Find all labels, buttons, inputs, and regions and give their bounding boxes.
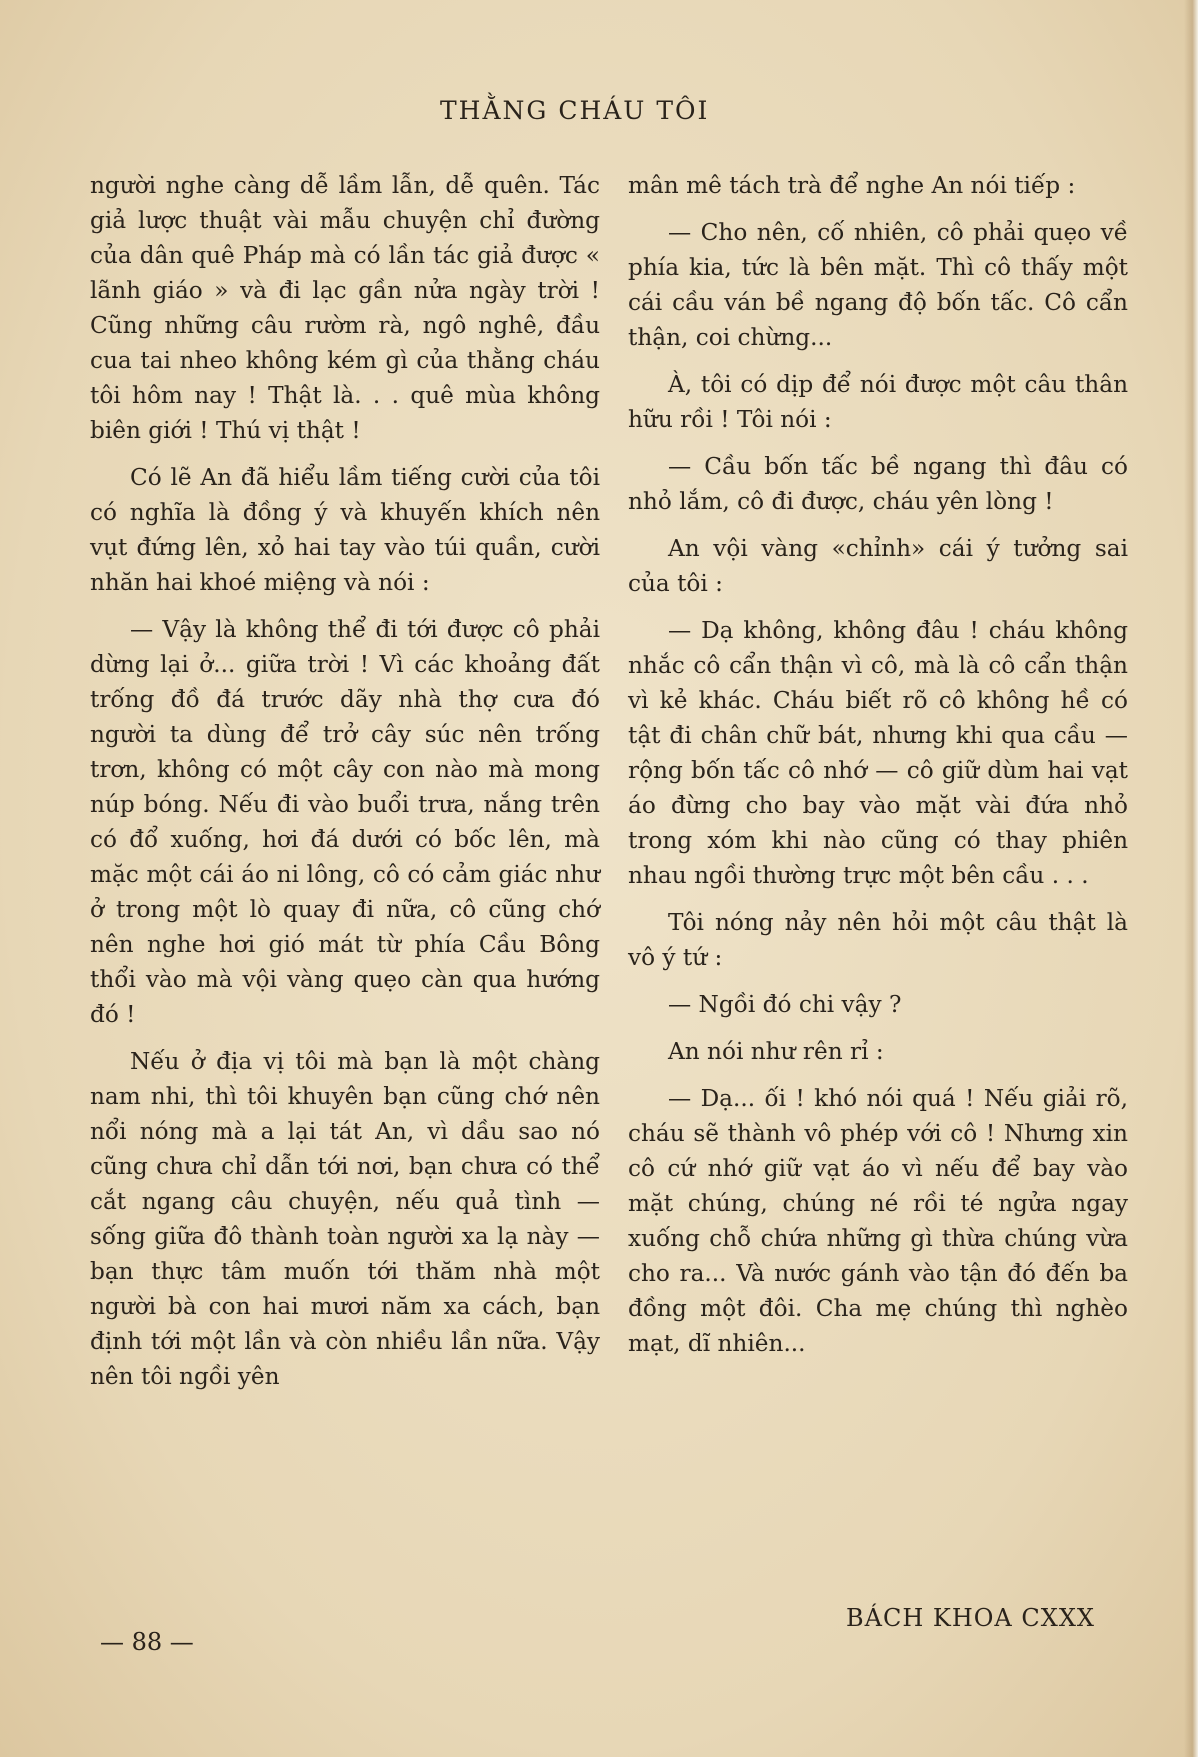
- paragraph: — Cầu bốn tấc bề ngang thì đâu có nhỏ lắm, cô đi được, cháu yên lòng !: [628, 453, 1128, 515]
- right-column: [628, 168, 1128, 1373]
- paragraph: — Vậy là không thể đi tới được cô phải dừng lại ở... giữa trời ! Vì các khoảng đất trống đồ đá trước dãy nhà thợ cưa đó người ta dùng để trở cây súc nên trống trơn, không có một cây con nào mà mong núp bóng. Nếu đi vào buổi trưa, nắng trên có đổ xuống, hơi đá dưới có bốc lên, mà mặc một cái áo ni lông, cô có cảm giác như ở trong một lò quay đi nữa, cô cũng chớ nên nghe hơi gió mát từ phía Cầu Bông thổi vào mà vội vàng quẹo càn qua hướng đó !: [90, 616, 600, 1028]
- page-number: — 88 —: [100, 1628, 194, 1656]
- paragraph: Tôi nóng nảy nên hỏi một câu thật là vô ý tứ :: [628, 909, 1128, 971]
- running-head: THẰNG CHÁU TÔI: [440, 96, 710, 125]
- paragraph: Có lẽ An đã hiểu lầm tiếng cười của tôi có nghĩa là đồng ý và khuyến khích nên vụt đứng lên, xỏ hai tay vào túi quần, cười nhăn hai khoé miệng và nói :: [90, 464, 600, 596]
- paragraph: An nói như rên rỉ :: [668, 1038, 884, 1065]
- journal-footer: BÁCH KHOA CXXX: [846, 1604, 1096, 1632]
- paragraph: — Cho nên, cố nhiên, cô phải quẹo về phía kia, tức là bên mặt. Thì cô thấy một cái cầu ván bề ngang độ bốn tấc. Cô cẩn thận, coi chừng...: [628, 219, 1128, 351]
- paragraph: người nghe càng dễ lầm lẫn, dễ quên. Tác giả lược thuật vài mẫu chuyện chỉ đường của dân quê Pháp mà có lần tác giả được « lãnh giáo » và đi lạc gần nửa ngày trời ! Cũng những câu rườm rà, ngô nghê, đầu cua tai nheo không kém gì của thằng cháu tôi hôm nay ! Thật là. . . quê mùa không biên giới ! Thú vị thật !: [90, 172, 600, 444]
- paragraph: mân mê tách trà để nghe An nói tiếp :: [628, 172, 1076, 199]
- paragraph: — Dạ... ối ! khó nói quá ! Nếu giải rõ, cháu sẽ thành vô phép với cô ! Nhưng xin cô cứ nhớ giữ vạt áo vì nếu để bay vào mặt chúng, chúng né rồi té ngửa ngay xuống chỗ chứa những gì thừa chúng vừa cho ra... Và nước gánh vào tận đó đến ba đồng một đôi. Cha mẹ chúng thì nghèo mạt, dĩ nhiên...: [628, 1085, 1128, 1357]
- paragraph: — Dạ không, không đâu ! cháu không nhắc cô cẩn thận vì cô, mà là cô cẩn thận vì kẻ khác. Cháu biết rõ cô không hề có tật đi chân chữ bát, nhưng khi qua cầu — rộng bốn tấc cô nhớ — cô giữ dùm hai vạt áo đừng cho bay vào mặt vài đứa nhỏ trong xóm khi nào cũng có thay phiên nhau ngồi thường trực một bên cầu . . .: [628, 617, 1128, 889]
- paragraph: À, tôi có dịp để nói được một câu thân hữu rồi ! Tôi nói :: [628, 371, 1128, 433]
- paragraph: — Ngồi đó chi vậy ?: [668, 991, 902, 1018]
- torn-page-edge: [1184, 0, 1198, 1757]
- paragraph: An vội vàng «chỉnh» cái ý tưởng sai của tôi :: [628, 535, 1128, 597]
- paragraph: Nếu ở địa vị tôi mà bạn là một chàng nam nhi, thì tôi khuyên bạn cũng chớ nên nổi nóng mà a lại tát An, vì dầu sao nó cũng chưa chỉ dẫn tới nơi, bạn chưa có thể cắt ngang câu chuyện, nếu quả tình — sống giữa đô thành toàn người xa lạ này — bạn thực tâm muốn tới thăm nhà một người bà con hai mươi năm xa cách, bạn định tới một lần và còn nhiều lần nữa. Vậy nên tôi ngồi yên: [90, 1048, 600, 1390]
- left-column: [90, 168, 600, 1406]
